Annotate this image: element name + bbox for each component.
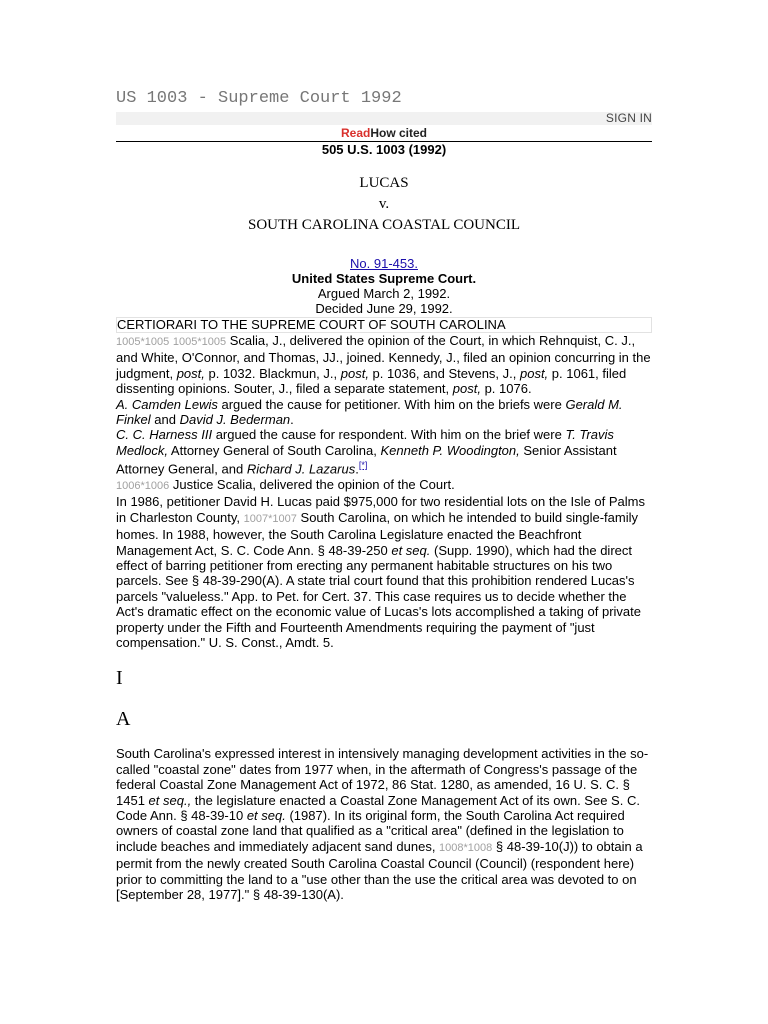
top-bar xyxy=(116,112,652,125)
text-run: (1987). In its original form, the South Carolina Act required owners of coastal zone land that qualified as a "critical area" (defined in the legislation to include beaches and immediately adjacent sand dunes, xyxy=(116,808,625,854)
party-petitioner: LUCAS xyxy=(359,175,409,191)
counsel-petitioner xyxy=(116,397,652,428)
text-run: South Carolina, on which he intended to build single-family homes. In 1988, however, the South Carolina Legislature enacted the Beachfront Management Act, S. C. Code Ann. § 48-39-250 xyxy=(116,509,638,558)
tab-how-cited[interactable]: How cited xyxy=(370,126,427,140)
text-run-italic: et seq., xyxy=(148,792,192,808)
attorney-name: Kenneth P. Woodington, xyxy=(380,442,520,458)
decided-date: Decided June 29, 1992. xyxy=(315,301,453,316)
text-run: p. 1061, filed dissenting opinions. Souter, J., filed a separate statement, xyxy=(116,365,627,397)
text-run: . xyxy=(290,412,294,428)
text-run: p. 1076. xyxy=(480,381,532,397)
page-marker[interactable]: 1005*1005 xyxy=(172,336,227,348)
party-respondent: SOUTH CAROLINA COASTAL COUNCIL xyxy=(248,217,520,233)
counsel-respondent xyxy=(116,427,652,477)
text-run: In 1986, petitioner David H. Lucas paid $975,000 for two residential lots on the Isle of Palms in Charleston County, xyxy=(116,494,645,525)
attorney-name: Richard J. Lazarus xyxy=(246,461,356,477)
text-run: argued the cause for respondent. With him on the brief were xyxy=(212,427,566,443)
case-citation: 505 U.S. 1003 (1992) xyxy=(321,142,447,157)
page-marker[interactable]: 1005*1005 xyxy=(116,336,170,348)
text-run-italic: post, xyxy=(340,365,369,381)
attorney-name: Gerald M. Finkel xyxy=(116,396,623,428)
text-run: Senior Assistant Attorney General, and xyxy=(116,442,617,477)
attorney-name: A. Camden Lewis xyxy=(116,396,218,412)
document-page xyxy=(116,88,652,903)
text-run: Justice Scalia, delivered the opinion of the Court. xyxy=(169,476,455,492)
section-heading-letter: A xyxy=(116,708,131,731)
text-run-italic: post, xyxy=(452,381,481,397)
text-run: . xyxy=(355,461,359,477)
sign-in-link[interactable]: SIGN IN xyxy=(605,111,652,125)
syllabus-paragraph xyxy=(116,333,652,397)
text-run: § 48-39-10(J)) to obtain a permit from the newly created South Carolina Coastal Council (Council) (respondent here) prior to committing the land to a "use other than the use the critical area was devoted to on [September 28, 1977]." § 48-39-130(A). xyxy=(116,838,643,903)
text-run: p. 1036, and Stevens, J., xyxy=(368,365,520,381)
text-run-italic: post, xyxy=(176,365,205,381)
page-marker[interactable]: 1007*1007 xyxy=(243,512,297,525)
opinion-paragraph xyxy=(116,746,652,902)
text-run: and xyxy=(150,412,180,428)
tab-read[interactable]: Read xyxy=(340,126,371,140)
versus: v. xyxy=(378,196,390,212)
page-title: US 1003 - Supreme Court 1992 xyxy=(116,89,402,108)
text-run: South Carolina's expressed interest in intensively managing development activities in the so-called "coastal zone" dates from 1977 when, in the aftermath of Congress's passage of the federal Coastal Zone Management Act of 1972, 86 Stat. 1280, as amended, 16 U. S. C. § 1451 xyxy=(116,746,649,808)
text-run-italic: et seq. xyxy=(246,808,286,824)
text-run: (Supp. 1990), which had the direct effect of barring petitioner from erecting any permanent habitable structures on his two parcels. See § 48-39-290(A). A state trial court found that this prohibition rendered Lucas's parcels "valueless." App. to Pet. for Cert. 37. This case requires us to decide whether the Act's dramatic effect on the economic value of Lucas's lots accomplished a taking of private property under the Fifth and Fourteenth Amendments requiring the payment of "just compensation." U. S. Const., Amdt. 5. xyxy=(116,542,641,651)
docket-link[interactable]: No. 91-453. xyxy=(350,256,418,271)
section-heading-roman: I xyxy=(116,667,123,690)
text-run-italic: et seq. xyxy=(391,542,431,558)
opinion-intro xyxy=(116,477,652,494)
text-run: the legislature enacted a Coastal Zone Management Act of its own. See S. C. Code Ann. § 48-39-10 xyxy=(116,792,640,824)
text-run: Attorney General of South Carolina, xyxy=(168,442,381,458)
court-name: United States Supreme Court. xyxy=(291,271,477,286)
text-run-italic: post, xyxy=(519,365,549,381)
text-run: p. 1032. Blackmun, J., xyxy=(204,365,341,381)
attorney-name: David J. Bederman xyxy=(179,412,291,428)
page-marker[interactable]: 1006*1006 xyxy=(116,479,170,492)
text-run: Scalia, J., delivered the opinion of the Court, in which Rehnquist, C. J., and White, O'Connor, and Thomas, JJ., joined. Kennedy, J., filed an opinion concurring in the judgment, xyxy=(116,333,651,381)
page-marker[interactable]: 1008*1008 xyxy=(439,841,493,854)
argued-date: Argued March 2, 1992. xyxy=(317,286,451,301)
attorney-name: C. C. Harness III xyxy=(116,427,213,443)
footnote-link[interactable]: [*] xyxy=(358,460,368,471)
text-run: argued the cause for petitioner. With him on the briefs were xyxy=(217,396,566,412)
opinion-paragraph xyxy=(116,494,652,650)
view-tabs xyxy=(116,126,652,140)
attorney-name: T. Travis Medlock, xyxy=(116,427,614,458)
certiorari-box: CERTIORARI TO THE SUPREME COURT OF SOUTH CAROLINA xyxy=(116,317,652,333)
